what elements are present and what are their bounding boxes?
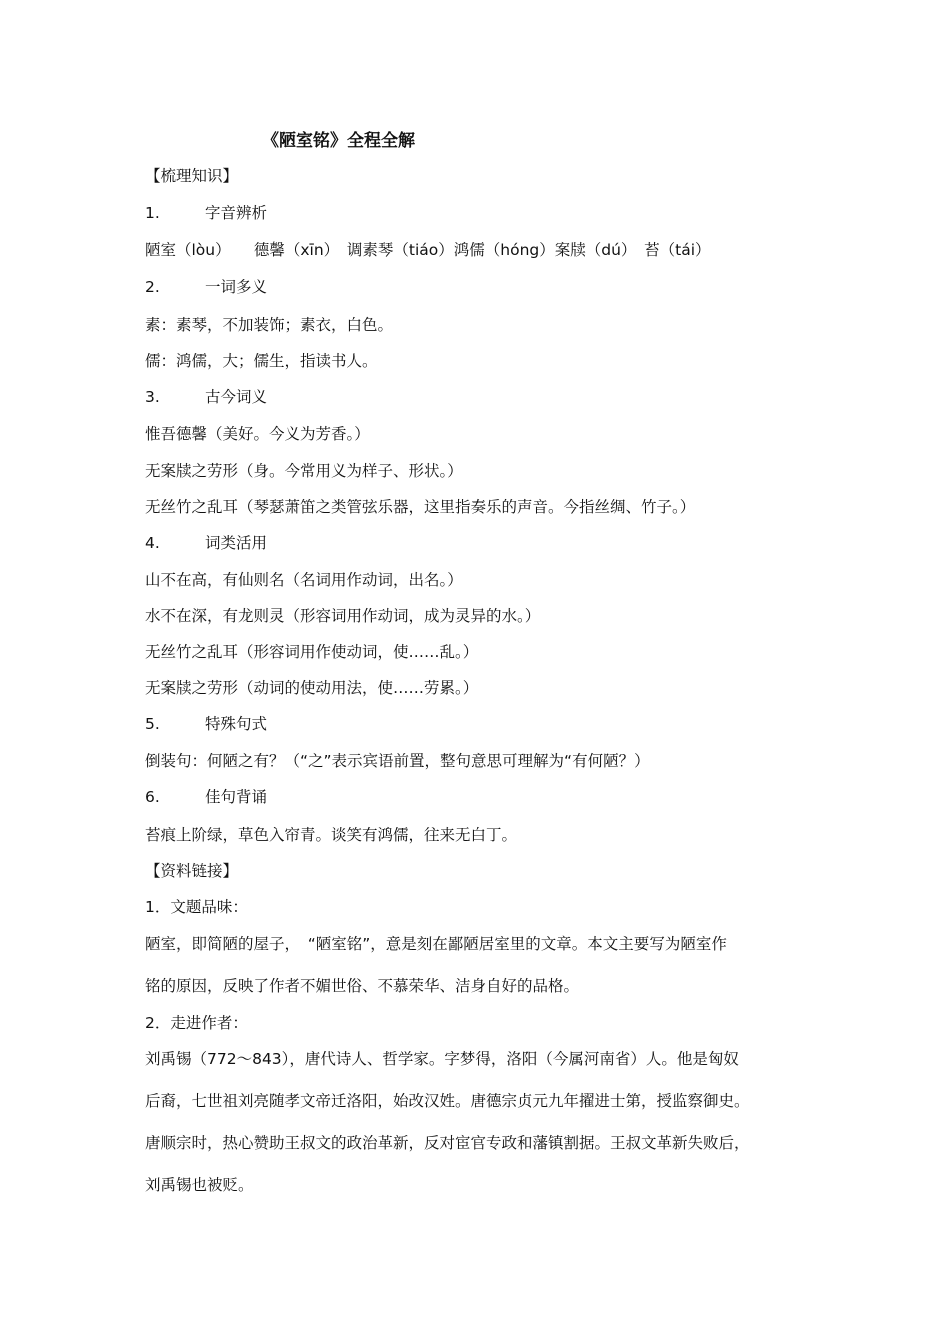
item-label: 佳句背诵 bbox=[205, 788, 268, 806]
special-sentence-line: 倒装句：何陋之有？（“之”表示宾语前置，整句意思可理解为“有何陋？） bbox=[145, 752, 650, 770]
word-usage-line-3: 无丝竹之乱耳（形容词用作使动词，使……乱。） bbox=[145, 643, 479, 661]
ancient-meaning-line-2: 无案牍之劳形（身。今常用义为样子、形状。） bbox=[145, 462, 463, 480]
word-usage-line-2: 水不在深，有龙则灵（形容词用作动词，成为灵异的水。） bbox=[145, 607, 541, 625]
item-number: 6. bbox=[145, 788, 160, 806]
polysemy-line-2: 儒：鸿儒，大；儒生，指读书人。 bbox=[145, 352, 378, 370]
item-label: 字音辨析 bbox=[205, 204, 268, 222]
pronunciation-line: 陋室（lòu） 德馨（xīn） 调素琴（tiáo）鸿儒（hóng）案牍（dú） 苔（tái） bbox=[145, 241, 711, 259]
item-label: 词类活用 bbox=[205, 534, 268, 552]
polysemy-line-1: 素：素琴，不加装饰；素衣，白色。 bbox=[145, 316, 394, 334]
item-label: 一词多义 bbox=[205, 278, 268, 296]
reference-paragraph-1 bbox=[145, 923, 805, 1007]
item-number: 3. bbox=[145, 388, 160, 406]
item-heading-4 bbox=[145, 533, 267, 553]
document-title: 《陋室铭》全程全解 bbox=[262, 131, 415, 151]
paragraph-line: 铭的原因，反映了作者不媚世俗、不慕荣华、洁身自好的品格。 bbox=[145, 977, 580, 995]
paragraph-line: 陋室，即简陋的屋子， “陋室铭”，意是刻在鄙陋居室里的文章。本文主要写为陋室作 bbox=[145, 935, 727, 953]
item-label: 古今词义 bbox=[205, 388, 268, 406]
reference-paragraph-2 bbox=[145, 1038, 805, 1206]
reference-title-1: 1．文题品味： bbox=[145, 898, 248, 916]
paragraph-line: 刘禹锡（772～843），唐代诗人、哲学家。字梦得，洛阳（今属河南省）人。他是匈奴 bbox=[145, 1050, 739, 1068]
item-number: 1. bbox=[145, 204, 160, 222]
item-heading-3 bbox=[145, 387, 267, 407]
word-usage-line-4: 无案牍之劳形（动词的使动用法，使……劳累。） bbox=[145, 679, 479, 697]
item-number: 5. bbox=[145, 715, 160, 733]
paragraph-line: 唐顺宗时，热心赞助王叔文的政治革新，反对宦官专政和藩镇割据。王叔文革新失败后， bbox=[145, 1134, 750, 1152]
item-number: 2. bbox=[145, 278, 160, 296]
item-heading-5 bbox=[145, 714, 267, 734]
recitation-line: 苔痕上阶绿，草色入帘青。谈笑有鸿儒，往来无白丁。 bbox=[145, 826, 518, 844]
item-heading-6 bbox=[145, 787, 267, 807]
reference-title-2: 2．走进作者： bbox=[145, 1014, 248, 1032]
ancient-meaning-line-1: 惟吾德馨（美好。今义为芳香。） bbox=[145, 425, 370, 443]
item-label: 特殊句式 bbox=[205, 715, 268, 733]
item-number: 4. bbox=[145, 534, 160, 552]
paragraph-line: 刘禹锡也被贬。 bbox=[145, 1176, 254, 1194]
word-usage-line-1: 山不在高，有仙则名（名词用作动词，出名。） bbox=[145, 571, 463, 589]
paragraph-line: 后裔，七世祖刘亮随孝文帝迁洛阳，始改汉姓。唐德宗贞元九年擢进士第，授监察御史。 bbox=[145, 1092, 750, 1110]
item-heading-1 bbox=[145, 203, 267, 223]
ancient-meaning-line-3: 无丝竹之乱耳（琴瑟萧笛之类管弦乐器，这里指奏乐的声音。今指丝绸、竹子。） bbox=[145, 498, 696, 516]
section-heading-references: 【资料链接】 bbox=[145, 862, 239, 880]
section-heading-knowledge: 【梳理知识】 bbox=[145, 167, 239, 185]
item-heading-2 bbox=[145, 277, 267, 297]
